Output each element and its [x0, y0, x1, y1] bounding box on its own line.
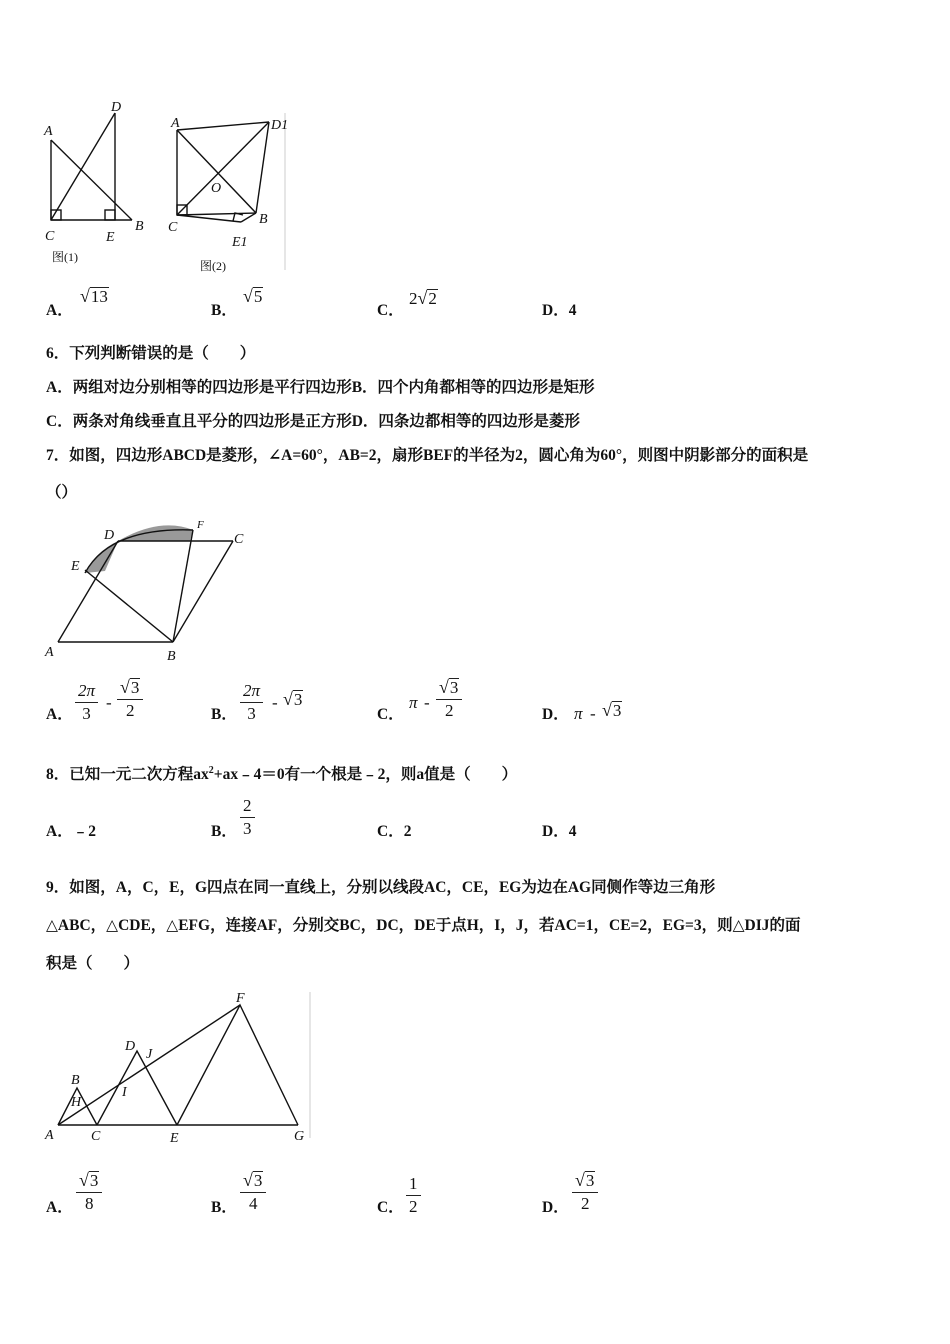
numerator: 2: [240, 795, 255, 818]
option-letter: A．: [46, 1199, 73, 1216]
fig1-caption: 图(1): [52, 250, 78, 264]
label-I: I: [122, 1085, 127, 1100]
label-A: A: [45, 1128, 54, 1143]
option-value: ﹣2: [72, 823, 96, 840]
q6-line2: C．两条对角线垂直且平分的四边形是正方形D．四条边都相等的四边形是菱形: [46, 413, 580, 430]
q6-line1: A．两组对边分别相等的四边形是平行四边形B．四个内角都相等的四边形是矩形: [46, 379, 595, 396]
label-A: A: [45, 645, 54, 660]
q7-a-minus: -: [106, 693, 112, 712]
label-B: B: [71, 1073, 80, 1088]
numerator: 1: [406, 1173, 421, 1196]
label-D: D: [125, 1039, 136, 1054]
q7-option-b: [211, 702, 237, 724]
q8-stem-post: +ax﹣4＝0有一个根是﹣2，则a值是（ ）: [213, 766, 518, 784]
q5-option-a: [46, 298, 73, 320]
denominator: 3: [247, 704, 256, 723]
option-letter: A．: [46, 302, 73, 319]
label-E: E: [106, 230, 115, 245]
label-D1: D1: [271, 118, 289, 133]
q7-c-pi: π: [409, 693, 418, 712]
q5-figure: [40, 95, 300, 275]
option-value: 4: [568, 302, 577, 319]
q5-figure-1: [51, 113, 132, 220]
q9-a-frac: √ 3 8: [76, 1170, 102, 1215]
option-letter: B．: [211, 706, 237, 723]
q8-stem-sup: 2: [208, 765, 214, 776]
q7-d-minus: -: [590, 704, 596, 723]
label-A2: A: [171, 116, 180, 131]
shaded-region-top: [118, 525, 193, 541]
option-letter: A．: [46, 706, 73, 723]
option-letter: A．: [46, 823, 73, 840]
q7-c-minus: -: [424, 693, 430, 712]
radicand: 3: [449, 678, 459, 697]
q7-option-c: [377, 702, 404, 724]
radicand: 3: [612, 701, 622, 720]
q7-b-sqrt: √ 3: [283, 689, 303, 709]
label-B2: B: [259, 212, 268, 227]
q9-option-d: [542, 1195, 569, 1217]
q7-stem: 7．如图，四边形ABCD是菱形，∠A=60°，AB=2，扇形BEF的半径为2，圆心角为60°，则图中阴影部分的面积是: [46, 447, 809, 464]
radicand: 13: [90, 287, 108, 306]
q7-d-sqrt: √ 3: [602, 700, 622, 720]
numerator: 2π: [75, 680, 98, 703]
option-letter: C．: [377, 706, 404, 723]
q7-figure: [40, 512, 260, 664]
label-D: D: [111, 100, 122, 115]
numerator: 2π: [240, 680, 263, 703]
q7-stem2: （）: [46, 484, 78, 501]
q9-line2: △ABC，△CDE，△EFG，连接AF，分别交BC，DC，DE于点H，I，J，若AC=1，CE=2，EG=3，则△DIJ的面: [46, 917, 801, 934]
denominator: 3: [82, 704, 91, 723]
denominator: 2: [125, 701, 135, 720]
q9-line3: 积是（ ）: [46, 955, 140, 972]
label-E: E: [170, 1131, 179, 1146]
label-O: O: [211, 181, 222, 196]
radicand: 3: [89, 1171, 99, 1190]
option-letter: D．: [542, 302, 569, 319]
coefficient: 2: [409, 289, 418, 308]
denominator: 2: [444, 701, 454, 720]
q8-option-d: [542, 819, 576, 841]
q9-option-c: [377, 1195, 404, 1217]
q8-option-b: [211, 819, 237, 841]
label-F: F: [197, 519, 204, 531]
q5-option-b: [211, 298, 237, 320]
radicand: 5: [253, 287, 263, 306]
option-letter: C．: [377, 302, 404, 319]
label-F: F: [236, 991, 245, 1006]
label-B: B: [167, 649, 176, 664]
label-E: E: [71, 559, 80, 574]
label-G: G: [294, 1129, 305, 1144]
q8-stem: [46, 760, 517, 786]
q9-b-frac: √ 3 4: [240, 1170, 266, 1215]
option-letter: D．: [542, 823, 569, 840]
q8-b-frac: [240, 795, 255, 840]
label-C: C: [234, 532, 244, 547]
q5-option-c: [377, 298, 404, 320]
q7-b-frac1: [240, 680, 263, 725]
q7-option-a: [46, 702, 73, 724]
option-value: 2: [403, 823, 412, 840]
q5-option-d: [542, 298, 576, 320]
q7-option-d: [542, 702, 569, 724]
q7-b-minus: -: [272, 693, 278, 712]
q9-option-b: [211, 1195, 237, 1217]
radicand: 2: [428, 289, 437, 308]
option-letter: B．: [211, 823, 237, 840]
option-letter: D．: [542, 706, 569, 723]
q9-line1: 9．如图，A，C，E，G四点在同一直线上，分别以线段AC，CE，EG为边在AG同侧作等边三角形: [46, 879, 716, 896]
label-C2: C: [168, 220, 178, 235]
radicand: 3: [130, 678, 140, 697]
q9-option-a: [46, 1195, 73, 1217]
option-letter: B．: [211, 302, 237, 319]
q6-stem: 6．下列判断错误的是（ ）: [46, 345, 256, 362]
label-H: H: [71, 1095, 82, 1110]
denominator: 8: [84, 1194, 94, 1213]
label-D: D: [104, 528, 115, 543]
denominator: 2: [409, 1197, 418, 1216]
option-value: 4: [568, 823, 577, 840]
denominator: 3: [243, 819, 252, 838]
label-B: B: [135, 219, 144, 234]
label-A: A: [44, 124, 53, 139]
label-J: J: [146, 1047, 153, 1062]
q7-a-frac1: [75, 680, 98, 725]
q8-stem-pre: 8．已知一元二次方程ax: [46, 766, 209, 784]
q5-option-a-value: √ 13: [80, 286, 108, 306]
fig2-caption: 图(2): [200, 259, 226, 273]
q5-figure-2: [177, 122, 269, 222]
q9-d-frac: √ 3 2: [572, 1170, 598, 1215]
q5-option-c-value: 2 √ 2: [409, 288, 437, 308]
label-C: C: [91, 1129, 101, 1144]
q8-option-c: [377, 819, 411, 841]
label-C: C: [45, 229, 55, 244]
option-letter: B．: [211, 1199, 237, 1216]
option-letter: D．: [542, 1199, 569, 1216]
q7-d-pi: π: [574, 704, 583, 723]
q7-c-frac: √ 3 2: [436, 677, 462, 722]
radicand: 3: [585, 1171, 595, 1190]
q5-option-b-value: √ 5: [243, 286, 263, 306]
q9-c-frac: [406, 1173, 421, 1218]
denominator: 4: [248, 1194, 258, 1213]
radicand: 3: [293, 690, 303, 709]
q7-a-frac2: √ 3 2: [117, 677, 143, 722]
denominator: 2: [580, 1194, 590, 1213]
q9-figure: [40, 988, 315, 1148]
radicand: 3: [253, 1171, 263, 1190]
label-E1: E1: [232, 235, 248, 250]
q8-option-a: [46, 819, 96, 841]
option-letter: C．: [377, 823, 404, 840]
option-letter: C．: [377, 1199, 404, 1216]
